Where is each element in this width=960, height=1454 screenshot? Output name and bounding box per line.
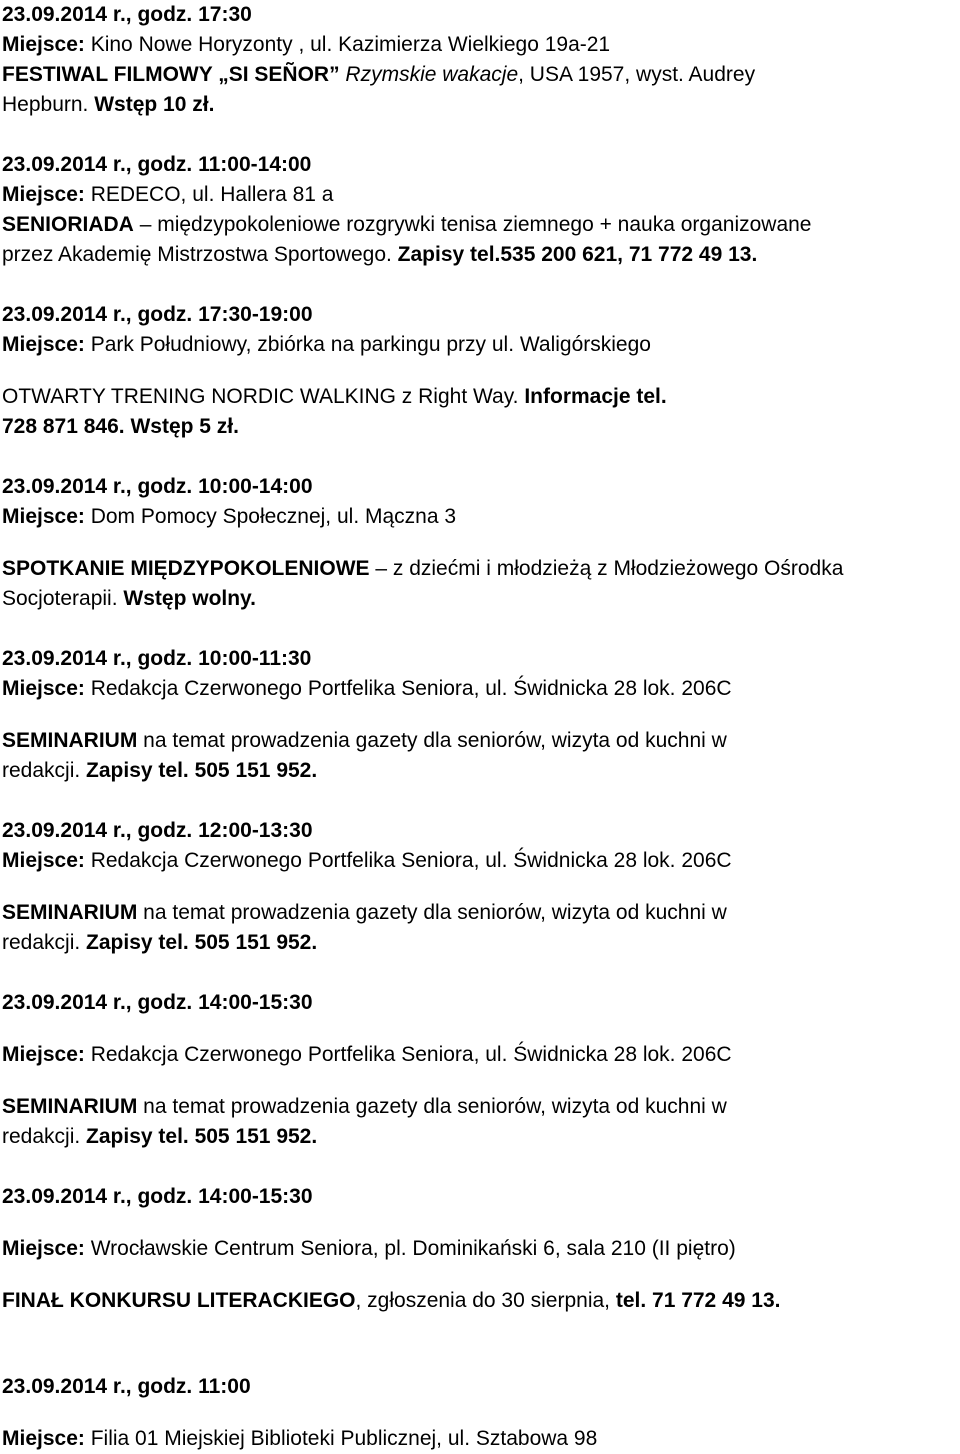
details-plain: redakcji. bbox=[2, 931, 81, 954]
place-label: Miejsce: bbox=[2, 505, 85, 528]
title-rest: – międzypokoleniowe rozgrywki tenisa ziemnego + nauka organizowane bbox=[133, 213, 812, 236]
title-italic: Rzymskie wakacje bbox=[339, 63, 519, 86]
event-date: 23.09.2014 r., godz. 17:30 bbox=[2, 3, 252, 26]
place-label: Miejsce: bbox=[2, 1427, 85, 1450]
place-text: Redakcja Czerwonego Portfelika Seniora, ul. Świdnicka 28 lok. 206C bbox=[84, 849, 732, 872]
title-bold: Informacje tel. bbox=[518, 385, 667, 408]
event-2 bbox=[2, 300, 958, 442]
event-place bbox=[2, 1040, 958, 1070]
event-3 bbox=[2, 472, 958, 614]
title-bold: FESTIWAL FILMOWY „SI SEÑOR” bbox=[2, 63, 340, 86]
event-title bbox=[2, 554, 958, 584]
spacer bbox=[2, 876, 958, 898]
event-details bbox=[2, 1122, 958, 1152]
event-place bbox=[2, 1424, 958, 1454]
event-date: 23.09.2014 r., godz. 10:00-14:00 bbox=[2, 475, 313, 498]
title-bold: SEMINARIUM bbox=[2, 1095, 138, 1118]
spacer bbox=[2, 1212, 958, 1234]
place-label: Miejsce: bbox=[2, 183, 85, 206]
event-title bbox=[2, 382, 958, 412]
place-text: Kino Nowe Horyzonty , ul. Kazimierza Wielkiego 19a-21 bbox=[84, 33, 611, 56]
event-4 bbox=[2, 644, 958, 786]
spacer bbox=[2, 1070, 958, 1092]
event-1 bbox=[2, 150, 958, 270]
event-place bbox=[2, 30, 958, 60]
title-bold: FINAŁ KONKURSU LITERACKIEGO bbox=[2, 1289, 356, 1312]
details-plain: Socjoterapii. bbox=[2, 587, 118, 610]
event-place bbox=[2, 1234, 958, 1264]
event-date: 23.09.2014 r., godz. 14:00-15:30 bbox=[2, 1185, 313, 1208]
details-bold: Wstęp wolny. bbox=[117, 587, 257, 610]
event-title bbox=[2, 60, 958, 90]
spacer bbox=[2, 270, 958, 300]
spacer bbox=[2, 1402, 958, 1424]
place-text: REDECO, ul. Hallera 81 a bbox=[84, 183, 334, 206]
details-plain: Hepburn. bbox=[2, 93, 89, 116]
title-rest: – z dziećmi i młodzieżą z Młodzieżowego Ośrodka bbox=[369, 557, 844, 580]
title-bold-phone: tel. 71 772 49 13. bbox=[610, 1289, 781, 1312]
spacer bbox=[2, 532, 958, 554]
place-label: Miejsce: bbox=[2, 1237, 85, 1260]
place-text: Wrocławskie Centrum Seniora, pl. Dominikański 6, sala 210 (II piętro) bbox=[84, 1237, 736, 1260]
event-details: 728 871 846. Wstęp 5 zł. bbox=[2, 415, 239, 438]
spacer bbox=[2, 1018, 958, 1040]
spacer bbox=[2, 1152, 958, 1182]
title-rest: , zgłoszenia do 30 sierpnia, bbox=[355, 1289, 610, 1312]
spacer bbox=[2, 958, 958, 988]
title-plain: OTWARTY TRENING NORDIC WALKING z Right Way. bbox=[2, 385, 519, 408]
event-place bbox=[2, 674, 958, 704]
title-rest: na temat prowadzenia gazety dla seniorów, wizyta od kuchni w bbox=[137, 729, 727, 752]
title-bold: SPOTKANIE MIĘDZYPOKOLENIOWE bbox=[2, 557, 370, 580]
details-plain: redakcji. bbox=[2, 759, 81, 782]
place-text: Dom Pomocy Społecznej, ul. Mączna 3 bbox=[84, 505, 457, 528]
details-bold: Wstęp 10 zł. bbox=[88, 93, 215, 116]
place-text: Redakcja Czerwonego Portfelika Seniora, ul. Świdnicka 28 lok. 206C bbox=[84, 677, 732, 700]
place-text: Park Południowy, zbiórka na parkingu przy ul. Waligórskiego bbox=[84, 333, 651, 356]
event-date: 23.09.2014 r., godz. 10:00-11:30 bbox=[2, 647, 312, 670]
spacer bbox=[2, 704, 958, 726]
spacer bbox=[2, 614, 958, 644]
title-bold: SEMINARIUM bbox=[2, 729, 138, 752]
place-label: Miejsce: bbox=[2, 33, 85, 56]
event-details bbox=[2, 928, 958, 958]
details-plain: przez Akademię Mistrzostwa Sportowego. bbox=[2, 243, 392, 266]
event-date: 23.09.2014 r., godz. 17:30-19:00 bbox=[2, 303, 313, 326]
event-details bbox=[2, 240, 958, 270]
event-date: 23.09.2014 r., godz. 14:00-15:30 bbox=[2, 991, 313, 1014]
title-bold: SEMINARIUM bbox=[2, 901, 138, 924]
place-label: Miejsce: bbox=[2, 677, 85, 700]
event-title bbox=[2, 726, 958, 756]
event-title bbox=[2, 210, 958, 240]
event-details bbox=[2, 90, 958, 120]
event-7 bbox=[2, 1182, 958, 1316]
event-place bbox=[2, 846, 958, 876]
place-text: Filia 01 Miejskiej Biblioteki Publicznej, ul. Sztabowa 98 bbox=[84, 1427, 598, 1450]
spacer bbox=[2, 786, 958, 816]
event-place bbox=[2, 502, 958, 532]
spacer bbox=[2, 360, 958, 382]
details-bold: Zapisy tel.535 200 621, 71 772 49 13. bbox=[391, 243, 758, 266]
event-place bbox=[2, 330, 958, 360]
spacer bbox=[2, 1316, 958, 1372]
event-8 bbox=[2, 1372, 958, 1454]
spacer bbox=[2, 120, 958, 150]
event-date: 23.09.2014 r., godz. 11:00 bbox=[2, 1375, 251, 1398]
spacer bbox=[2, 442, 958, 472]
details-plain: redakcji. bbox=[2, 1125, 81, 1148]
place-label: Miejsce: bbox=[2, 1043, 85, 1066]
event-place bbox=[2, 180, 958, 210]
place-text: Redakcja Czerwonego Portfelika Seniora, ul. Świdnicka 28 lok. 206C bbox=[84, 1043, 732, 1066]
details-bold: Zapisy tel. 505 151 952. bbox=[80, 759, 318, 782]
place-label: Miejsce: bbox=[2, 333, 85, 356]
event-date: 23.09.2014 r., godz. 11:00-14:00 bbox=[2, 153, 312, 176]
details-bold: Zapisy tel. 505 151 952. bbox=[80, 931, 318, 954]
event-title bbox=[2, 1092, 958, 1122]
title-rest: na temat prowadzenia gazety dla seniorów, wizyta od kuchni w bbox=[137, 901, 727, 924]
event-details bbox=[2, 584, 958, 614]
event-title bbox=[2, 898, 958, 928]
details-bold: Zapisy tel. 505 151 952. bbox=[80, 1125, 318, 1148]
event-title bbox=[2, 1286, 958, 1316]
event-5 bbox=[2, 816, 958, 958]
event-6 bbox=[2, 988, 958, 1152]
event-date: 23.09.2014 r., godz. 12:00-13:30 bbox=[2, 819, 313, 842]
title-rest: , USA 1957, wyst. Audrey bbox=[518, 63, 756, 86]
title-bold: SENIORIADA bbox=[2, 213, 134, 236]
event-details bbox=[2, 756, 958, 786]
event-0 bbox=[2, 0, 958, 120]
place-label: Miejsce: bbox=[2, 849, 85, 872]
spacer bbox=[2, 1264, 958, 1286]
title-rest: na temat prowadzenia gazety dla seniorów, wizyta od kuchni w bbox=[137, 1095, 727, 1118]
